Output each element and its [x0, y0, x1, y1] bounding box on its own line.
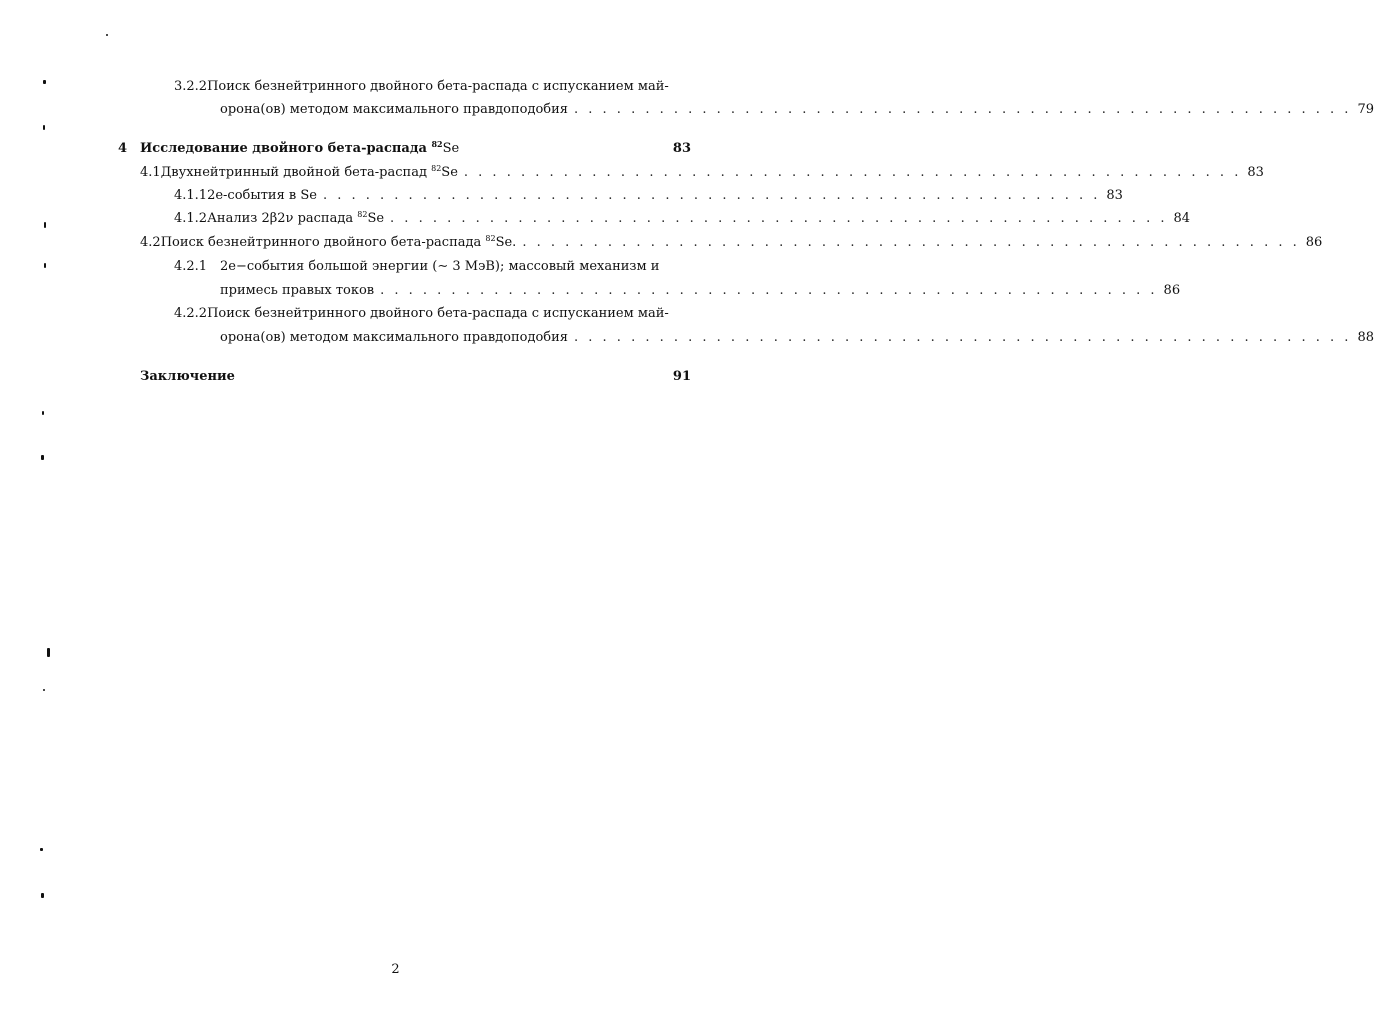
toc-entry-3-2-2-line1: [174, 78, 669, 95]
toc-entry-number: 4.1.2: [174, 211, 208, 226]
scan-speck: [40, 848, 43, 851]
toc-page-number: 79: [1357, 102, 1374, 117]
scan-speck: [106, 34, 108, 36]
scan-speck: [43, 125, 45, 130]
toc-entry-number: 4.2: [140, 235, 161, 250]
toc-entry-number: 4.2.2: [174, 306, 208, 321]
scan-speck: [43, 80, 46, 84]
toc-entry-title-cont: орона(ов) методом максимального правдоподобия: [220, 102, 569, 117]
toc-entry-title-cont: орона(ов) методом максимального правдоподобия: [220, 330, 569, 345]
toc-entry-4-2-1-line1: [174, 258, 664, 275]
toc-entry-title: Поиск безнейтринного двойного бета-распада $^{82}$Se.: [160, 234, 517, 250]
toc-dot-leader: . . . . . . . . . . . . . . . . . . . . . . . . . . . . . . . . . . . . . . . . . . . . . . . . . . . . . . .: [390, 211, 1168, 226]
toc-conclusion: [140, 368, 691, 385]
toc-chapter-title: Исследование двойного бета-распада $^{82}$Se: [140, 139, 460, 156]
toc-entry-4-2-1-line2: [220, 282, 1181, 299]
toc-dot-leader: . . . . . . . . . . . . . . . . . . . . . . . . . . . . . . . . . . . . . . . . . . . . . . . . . . . . . . .: [522, 235, 1300, 250]
toc-entry-4-1-2: [174, 210, 1191, 227]
toc-dot-leader: . . . . . . . . . . . . . . . . . . . . . . . . . . . . . . . . . . . . . . . . . . . . . . . . . . . . . . .: [463, 165, 1242, 180]
toc-dot-leader: . . . . . . . . . . . . . . . . . . . . . . . . . . . . . . . . . . . . . . . . . . . . . . . . . . . . . . .: [574, 330, 1352, 345]
toc-page-number: 86: [1163, 283, 1181, 298]
toc-entry-4-1-1: [174, 187, 1123, 204]
toc-page-number: 83: [672, 141, 691, 156]
scan-speck: [44, 222, 46, 228]
toc-entry-4-2-2-line2: [220, 329, 1374, 346]
scan-speck: [44, 263, 46, 268]
toc-page-number: 84: [1173, 211, 1191, 226]
toc-chapter-title: Заключение: [140, 369, 235, 384]
toc-entry-title: 2e−события большой энергии (∼ 3 МэВ); массовый механизм и: [220, 259, 660, 274]
toc-entry-title: Поиск безнейтринного двойного бета-распада с испусканием май-: [207, 306, 669, 321]
toc-entry-title: Двухнейтринный двойной бета-распад $^{82}$Se: [160, 164, 458, 180]
toc-chapter-number: 4: [118, 141, 128, 156]
toc-entry-title: 2e-события в Se: [207, 188, 317, 203]
toc-page-number: 88: [1357, 330, 1374, 345]
toc-chapter-4: [118, 140, 691, 157]
toc-page-number: 91: [672, 369, 691, 384]
toc-page-number: 83: [1106, 188, 1123, 203]
toc-entry-number: 4.1: [140, 165, 161, 180]
scan-speck: [47, 648, 50, 657]
toc-page-number: 83: [1247, 165, 1264, 180]
scan-speck: [41, 893, 44, 898]
toc-entry-4-2-2-line1: [174, 305, 669, 322]
toc-entry-4-1: [140, 164, 1264, 181]
scan-speck: [42, 411, 44, 415]
toc-dot-leader: . . . . . . . . . . . . . . . . . . . . . . . . . . . . . . . . . . . . . . . . . . . . . . . . . . . . . . .: [380, 283, 1158, 298]
toc-dot-leader: . . . . . . . . . . . . . . . . . . . . . . . . . . . . . . . . . . . . . . . . . . . . . . . . . . . . . . .: [574, 102, 1352, 117]
toc-entry-title: Анализ 2β2ν распада $^{82}$Se: [207, 210, 385, 226]
toc-entry-4-2: [140, 234, 1323, 251]
toc-dot-leader: . . . . . . . . . . . . . . . . . . . . . . . . . . . . . . . . . . . . . . . . . . . . . . . . . . . . . . .: [322, 188, 1101, 203]
page-footer-number: 2: [391, 962, 400, 977]
toc-entry-number: 3.2.2: [174, 79, 208, 94]
toc-page-number: 86: [1305, 235, 1323, 250]
toc-entry-title-cont: примесь правых токов: [220, 283, 375, 298]
toc-entry-number: 4.1.1: [174, 188, 208, 203]
scan-speck: [41, 455, 44, 460]
toc-entry-number: 4.2.1: [174, 259, 208, 274]
scan-speck: [43, 689, 45, 691]
toc-entry-title: Поиск безнейтринного двойного бета-распада с испусканием май-: [207, 79, 669, 94]
toc-entry-3-2-2-line2: [220, 101, 1374, 118]
